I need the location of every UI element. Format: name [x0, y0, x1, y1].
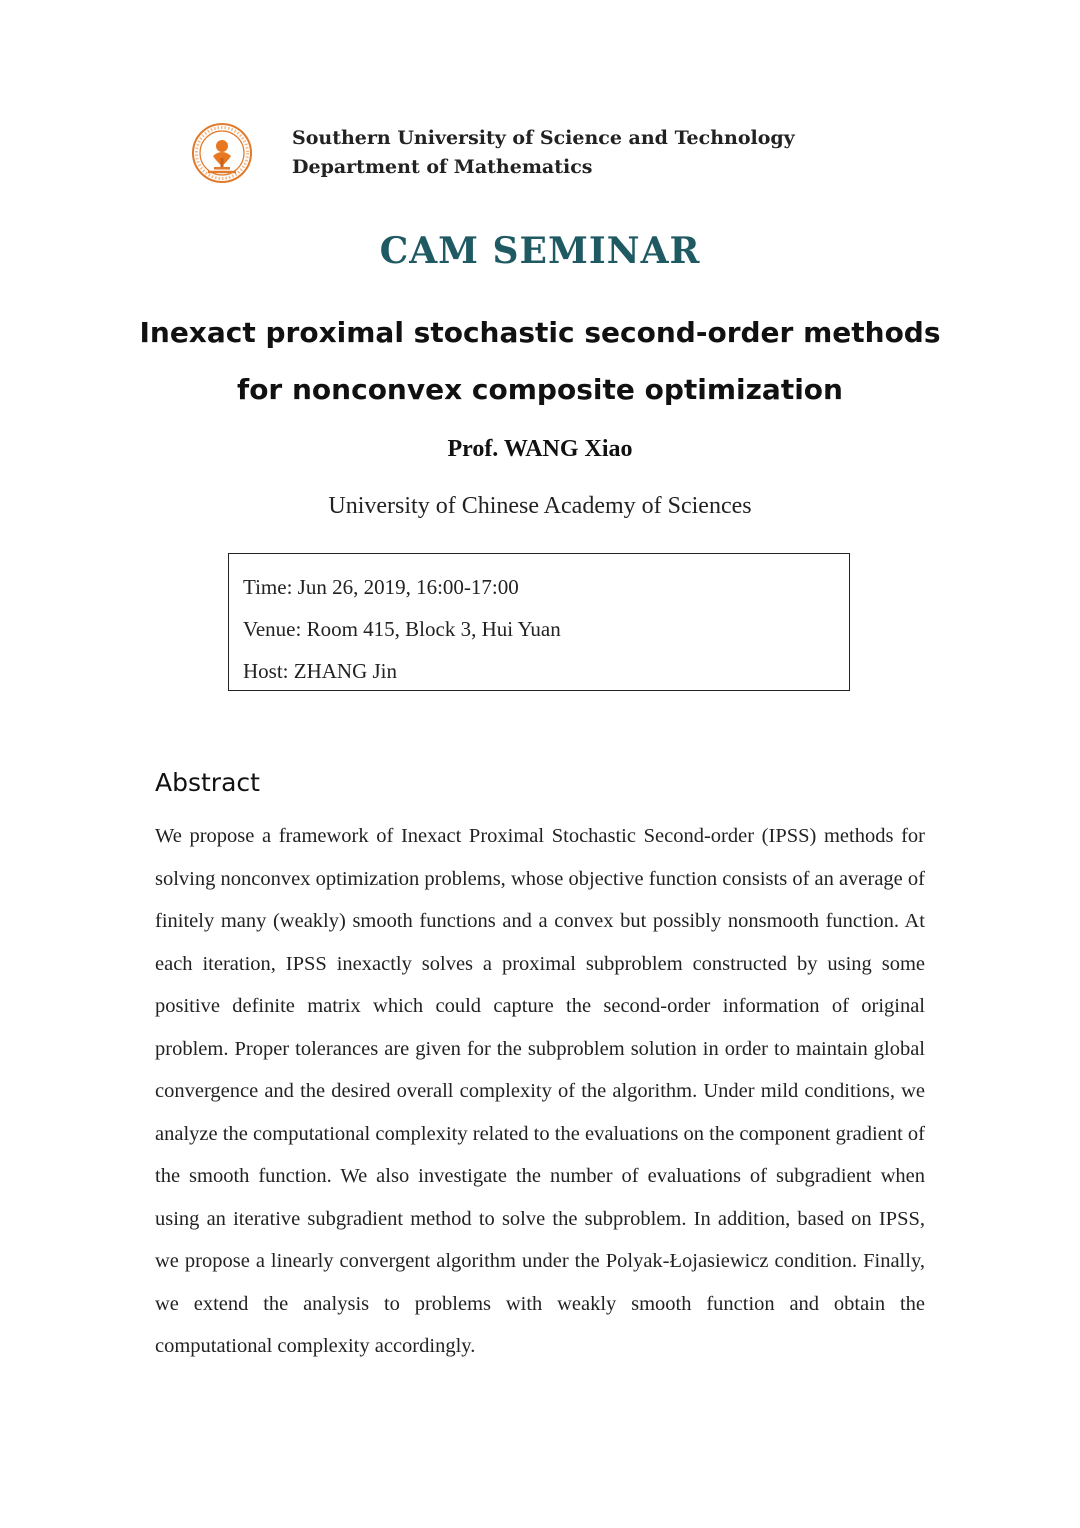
abstract-text: We propose a framework of Inexact Proximal Stochastic Second-order (IPSS) methods for solving nonconvex optimization problems, whose objective function consists of an average of finitely many (weakly) smooth functions and a convex but possibly nonsmooth function. At each iteration, IPSS inexactly solves a proximal subproblem constructed by using some positive definite matrix which could capture the second-order information of original problem. Proper tolerances are given for the subproblem solution in order to maintain global convergence and the desired overall complexity of the algorithm. Under mild conditions, we analyze the computational complexity related to the evaluations on the component gradient of the smooth function. We also investigate the number of evaluations of subgradient when using an iterative subgradient method to solve the subproblem. In addition, based on IPSS, we propose a linearly convergent algorithm under the Polyak-Łojasiewicz condition. Finally, we extend the analysis to problems with weakly smooth function and obtain the computational complexity accordingly. [155, 825, 925, 1357]
university-name: Southern University of Science and Technology [292, 127, 795, 149]
event-details-box [228, 553, 850, 691]
talk-title [0, 304, 1080, 418]
department-name: Department of Mathematics [292, 156, 593, 178]
event-venue: Venue: Room 415, Block 3, Hui Yuan [243, 617, 561, 641]
institution-header [292, 124, 795, 182]
speaker-name: Prof. WANG Xiao [447, 436, 633, 462]
speaker-affiliation: University of Chinese Academy of Sciences [328, 493, 752, 519]
talk-title-line-1: Inexact proximal stochastic second-order methods [139, 316, 941, 349]
event-host: Host: ZHANG Jin [243, 659, 398, 683]
university-seal-icon [189, 122, 255, 184]
abstract-heading: Abstract [155, 768, 260, 797]
event-time: Time: Jun 26, 2019, 16:00-17:00 [243, 575, 519, 599]
seminar-title: CAM SEMINAR [379, 230, 701, 272]
talk-title-line-2: for nonconvex composite optimization [237, 373, 843, 406]
